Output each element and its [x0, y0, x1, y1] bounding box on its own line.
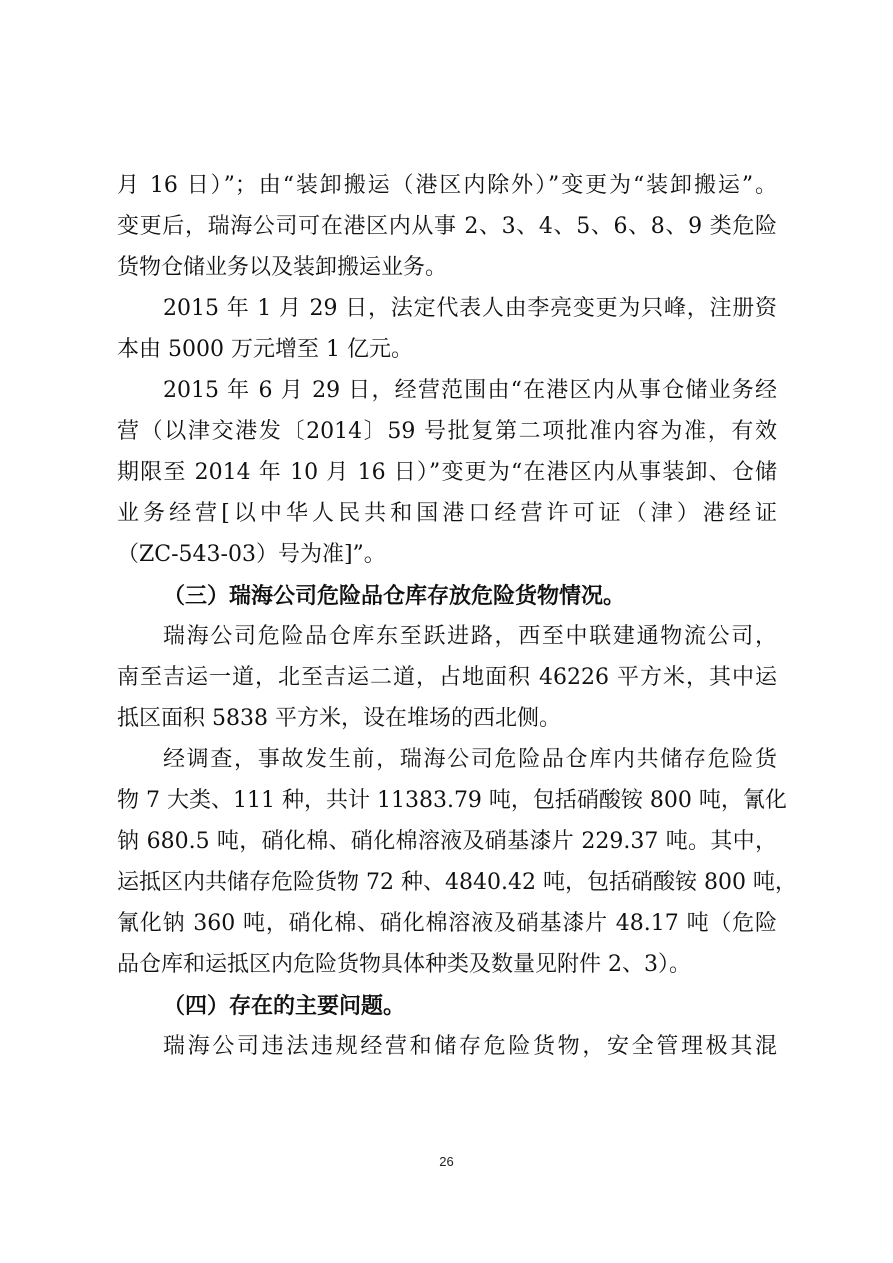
text-line: 本由 5000 万元增至 1 亿元。	[117, 337, 413, 362]
text-line: 变更后，瑞海公司可在港区内从事 2、3、4、5、6、8、9 类危险	[117, 214, 777, 239]
text-line: 月 16 日）”；由“装卸搬运（港区内除外）”变更为“装卸搬运”。	[117, 173, 777, 198]
text-line: 2015 年 6 月 29 日，经营范围由“在港区内从事仓储业务经	[163, 378, 777, 403]
text-line: 瑞海公司危险品仓库东至跃进路，西至中联建通物流公司，	[163, 624, 777, 649]
section-heading: （四）存在的主要问题。	[163, 993, 406, 1019]
text-line: 南至吉运一道，北至吉运二道，占地面积 46226 平方米，其中运	[117, 665, 777, 690]
text-line: 抵区面积 5838 平方米，设在堆场的西北侧。	[117, 706, 561, 731]
text-line: 期限至 2014 年 10 月 16 日）”变更为“在港区内从事装卸、仓储	[117, 460, 777, 485]
text-line: 营（以津交港发〔2014〕59 号批复第二项批准内容为准，有效	[117, 419, 777, 444]
page-number: 26	[439, 1154, 454, 1169]
text-line: 氰化钠 360 吨，硝化棉、硝化棉溶液及硝基漆片 48.17 吨（危险	[117, 911, 777, 936]
text-line: 品仓库和运抵区内危险货物具体种类及数量见附件 2、3）。	[117, 952, 691, 977]
section-heading: （三）瑞海公司危险品仓库存放危险货物情况。	[163, 583, 626, 609]
text-line: 瑞海公司违法违规经营和储存危险货物，安全管理极其混	[163, 1034, 777, 1059]
text-line: 运抵区内共储存危险货物 72 种、4840.42 吨，包括硝酸铵 800 吨，	[117, 870, 797, 895]
text-line: 2015 年 1 月 29 日，法定代表人由李亮变更为只峰，注册资	[163, 296, 777, 321]
text-line: 经调查，事故发生前，瑞海公司危险品仓库内共储存危险货	[163, 747, 777, 772]
text-line: 业务经营[以中华人民共和国港口经营许可证（津）港经证	[117, 501, 777, 526]
text-line: 货物仓储业务以及装卸搬运业务。	[117, 255, 448, 280]
text-line: 钠 680.5 吨，硝化棉、硝化棉溶液及硝基漆片 229.37 吨。其中，	[117, 829, 777, 854]
text-line: 物 7 大类、111 种，共计 11383.79 吨，包括硝酸铵 800 吨，氰化	[117, 788, 787, 813]
text-line: （ZC-543-03）号为准]”。	[117, 542, 386, 567]
